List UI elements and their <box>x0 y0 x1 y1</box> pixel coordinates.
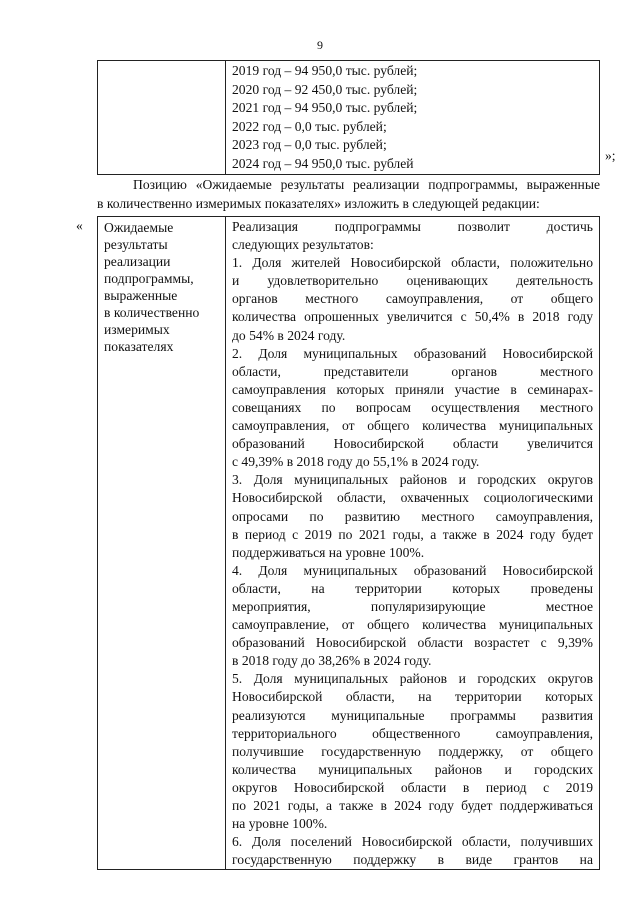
opening-quote: « <box>76 218 83 233</box>
results-line: 1. Доля жителей Новосибирской области, положительно <box>232 255 593 271</box>
funding-line: 2021 год – 94 950,0 тыс. рублей; <box>232 100 418 115</box>
results-line: получившие государственную поддержку, от общего <box>232 743 593 759</box>
results-cell <box>226 217 600 870</box>
results-line: опросами по развитию местного самоуправления, <box>232 508 593 524</box>
results-line: территориального общественного самоуправления, <box>232 725 593 741</box>
intro-line: в количественно измеримых показателях» изложить в следующей редакции: <box>97 195 540 211</box>
results-line: государственную поддержку в виде грантов на <box>232 852 593 868</box>
results-line: Новосибирской области, на территории которых <box>232 689 593 705</box>
funding-line: 2024 год – 94 950,0 тыс. рублей <box>232 155 414 171</box>
results-line: самоуправление, от общего количества муниципальных <box>232 617 593 633</box>
results-line: 4. Доля муниципальных образований Новосибирской <box>232 562 593 578</box>
results-line: области, на территории которых проведены <box>232 580 593 596</box>
results-line: области, представители органов местного <box>232 363 593 379</box>
row-label-line: подпрограммы, <box>104 271 194 286</box>
results-line: образований Новосибирской области увеличится <box>232 436 593 452</box>
results-line: 5. Доля муниципальных районов и городских округов <box>232 671 593 687</box>
results-line: округов Новосибирской области в период с 2019 <box>232 779 593 795</box>
results-line: количества муниципальных районов и городских <box>232 761 593 777</box>
results-line: с 49,39% в 2018 году до 55,1% в 2024 году. <box>232 454 480 470</box>
results-line: количества опрошенных увеличится с 50,4% в 2018 году <box>232 309 593 325</box>
results-line: Новосибирской области, охваченных социологическими <box>232 490 593 506</box>
intro-line: Позицию «Ожидаемые результаты реализации подпрограммы, выраженные <box>133 177 600 192</box>
results-line: Реализация подпрограммы позволит достичь <box>232 219 593 234</box>
results-line: 2. Доля муниципальных образований Новосибирской <box>232 345 593 361</box>
results-table <box>97 216 600 870</box>
row-label-line: в количественно <box>104 305 200 320</box>
results-line: самоуправления которых приняли участие в семинарах- <box>232 381 593 397</box>
row-label-line: выраженные <box>104 288 178 303</box>
row-label-line: измеримых <box>104 322 170 337</box>
results-line: по 2021 годы, а также в 2024 году будет поддерживаться <box>232 798 593 813</box>
row-label-cell <box>98 217 226 870</box>
funding-cell <box>226 61 600 175</box>
row-label-line: реализации <box>104 254 171 269</box>
funding-line: 2019 год – 94 950,0 тыс. рублей; <box>232 63 418 78</box>
results-line: в 2018 году до 38,26% в 2024 году. <box>232 653 432 669</box>
funding-line: 2020 год – 92 450,0 тыс. рублей; <box>232 81 418 97</box>
results-line: в период с 2019 по 2021 годы, а также в 2024 году будет <box>232 526 593 542</box>
results-line: совещаниях по вопросам осуществления местного <box>232 399 593 415</box>
results-line: реализуются муниципальные программы развития <box>232 707 593 723</box>
results-line: до 54% в 2024 году. <box>232 327 346 343</box>
row-label-line: Ожидаемые <box>104 220 174 235</box>
row-label-line: показателях <box>104 339 174 354</box>
page-number: 9 <box>317 38 323 52</box>
closing-quote: »; <box>605 148 616 163</box>
results-line: органов местного самоуправления, от общего <box>232 291 593 307</box>
results-line: самоуправления, от общего количества муниципальных <box>232 418 593 434</box>
results-line: и удовлетворительно оценивающих деятельность <box>232 273 593 289</box>
results-line: 6. Доля поселений Новосибирской области, получивших <box>232 834 593 850</box>
results-line: мероприятия, популяризирующие местное <box>232 598 593 614</box>
results-line: поддерживаться на уровне 100%. <box>232 544 425 560</box>
row-label-line: результаты <box>104 237 168 252</box>
funding-table-empty-cell <box>98 61 226 175</box>
intro-paragraph <box>97 176 600 213</box>
funding-line: 2022 год – 0,0 тыс. рублей; <box>232 118 387 134</box>
results-line: образований Новосибирской области возрастет с 9,39% <box>232 635 593 651</box>
results-line: 3. Доля муниципальных районов и городских округов <box>232 472 593 488</box>
funding-table <box>97 60 600 175</box>
results-line: на уровне 100%. <box>232 816 328 832</box>
results-line: следующих результатов: <box>232 237 374 253</box>
funding-line: 2023 год – 0,0 тыс. рублей; <box>232 137 387 152</box>
